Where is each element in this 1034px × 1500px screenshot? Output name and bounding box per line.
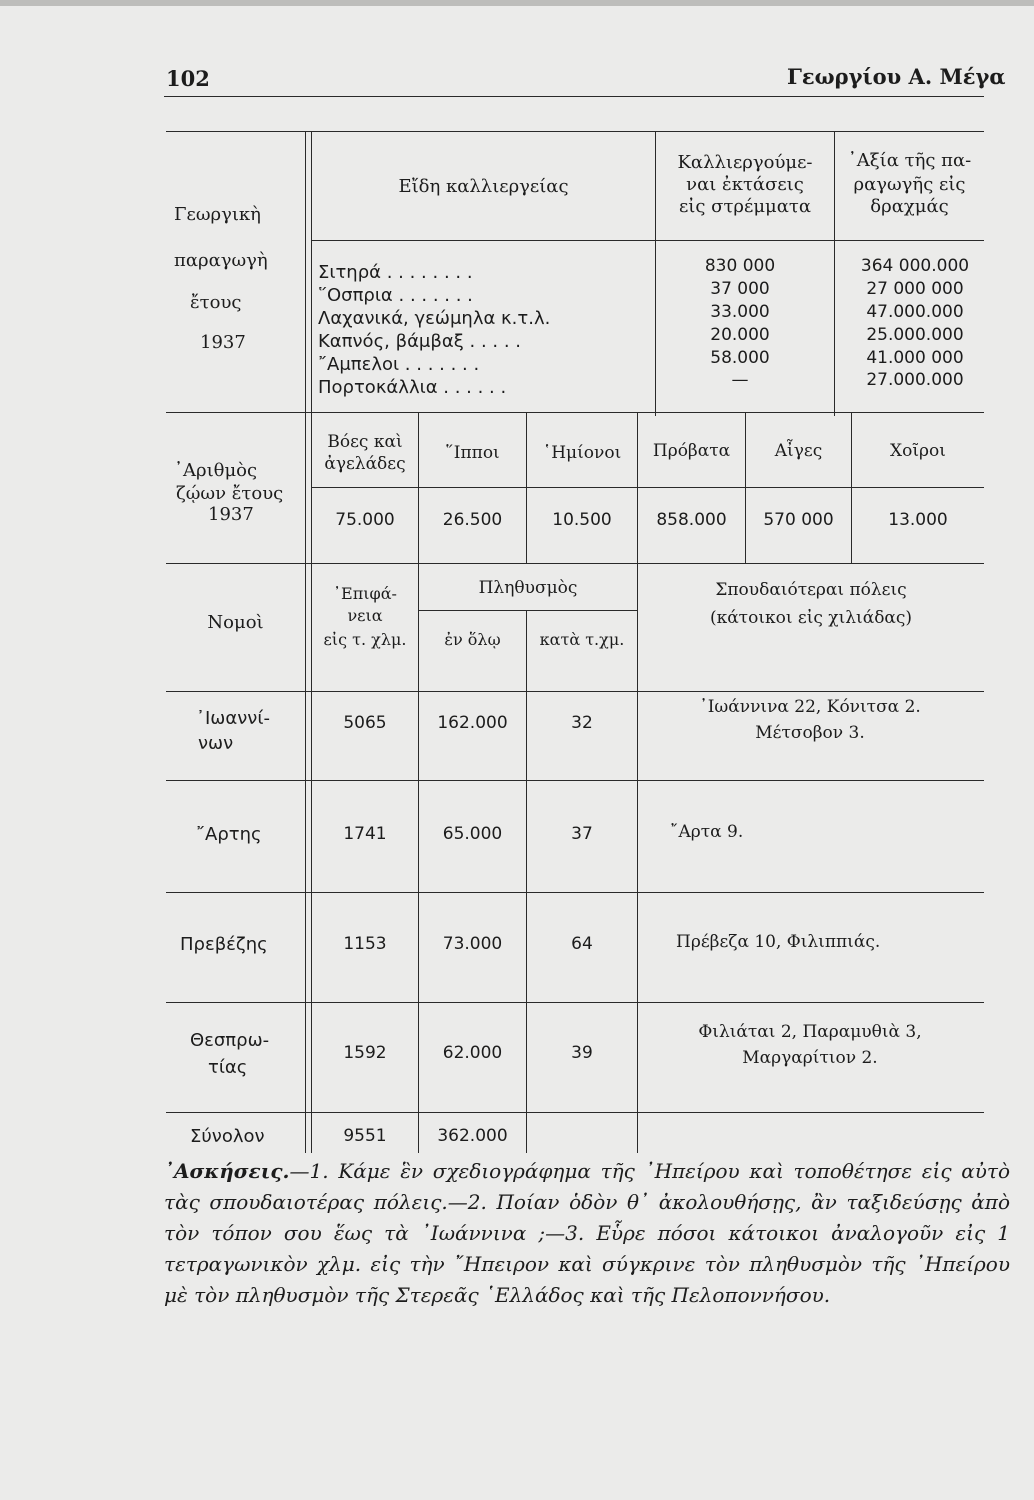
agri-value-3: 47.000.000 [866, 302, 964, 322]
pref-col-nomoi: Νομοὶ [207, 612, 264, 633]
pref-col-cities-2: (κάτοικοι εἰς χιλιάδας) [709, 608, 913, 628]
agri-vline-1b [311, 131, 312, 416]
pref-name-ioannina-1: ᾿Ιωαννί- [196, 708, 270, 729]
pref-total-arta: 65.000 [442, 824, 503, 844]
pref-vline-1 [418, 563, 419, 1153]
pref-row-rule-2 [166, 892, 984, 893]
pref-cities-thesprotia-2: Μαργαρίτιον 2. [742, 1048, 878, 1068]
agri-area-1: 830 000 [704, 256, 776, 276]
livestock-head-mules: ῾Ημίονοι [542, 443, 622, 463]
pref-cities-ioannina-1: ᾿Ιωάννινα 22, Κόνιτσα 2. [699, 697, 921, 717]
agri-col-value-1: ᾿Αξία τῆς πα- [847, 150, 972, 171]
agri-value-6: 27.000.000 [866, 370, 964, 390]
livestock-head-horses: ῞Ιπποι [445, 443, 500, 463]
agri-area-6: — [731, 370, 749, 390]
pref-col-cities-1: Σπουδαιότεραι πόλεις [715, 580, 907, 600]
pref-vline-3 [637, 563, 638, 1153]
pref-total-label: Σύνολον [190, 1126, 265, 1147]
livestock-vline-4 [745, 412, 746, 564]
pref-col-pop-km: κατὰ τ.χμ. [539, 630, 625, 649]
pref-name-thesprotia-2: τίας [208, 1057, 248, 1078]
agri-area-3: 33.000 [710, 302, 770, 322]
livestock-head-sheep: Πρόβατα [652, 441, 731, 461]
agri-col-area-2: ναι ἐκτάσεις [686, 174, 804, 195]
agri-kind-2: ῞Οσπρια . . . . . . . [318, 285, 473, 306]
livestock-vline-3 [637, 412, 638, 564]
livestock-label-1: ᾿Αριθμὸς [174, 460, 258, 481]
pref-name-arta: ῎Αρτης [196, 824, 262, 845]
agri-kind-4: Καπνός, βάμβαξ . . . . . [318, 331, 521, 352]
livestock-val-horses: 26.500 [442, 510, 503, 530]
pref-total-area: 9551 [343, 1126, 387, 1146]
pref-col-area-2: νεια [347, 606, 383, 625]
agri-col-value-2: ραγωγῆς εἰς [853, 174, 966, 195]
livestock-head-cows-2: ἀγελάδες [324, 454, 406, 474]
agri-vline-1 [305, 131, 306, 416]
livestock-top-rule [166, 412, 984, 413]
pref-cities-arta: ῎Αρτα 9. [670, 822, 744, 842]
pref-vline-0b [311, 563, 312, 1153]
livestock-vline-0 [305, 412, 306, 564]
pref-area-preveza: 1153 [343, 934, 387, 954]
agri-kind-5: ῎Αμπελοι . . . . . . . [318, 354, 480, 375]
livestock-val-mules: 10.500 [552, 510, 612, 530]
pref-total-ioannina: 162.000 [437, 713, 508, 733]
agri-kind-3: Λαχανικά, γεώμηλα κ.τ.λ. [318, 308, 551, 329]
agri-value-1: 364 000.000 [860, 256, 970, 276]
page-number: 102 [166, 66, 210, 91]
livestock-label-3: 1937 [208, 504, 254, 525]
agri-col-area-1: Καλλιεργούμε- [677, 152, 813, 173]
pref-name-ioannina-2: νων [198, 733, 234, 754]
pref-area-thesprotia: 1592 [343, 1043, 387, 1063]
scan-edge [0, 0, 1034, 6]
livestock-head-goats: Αἶγες [774, 441, 823, 461]
agri-area-2: 37 000 [710, 279, 770, 299]
pref-row-rule-4 [166, 1112, 984, 1113]
agri-kind-6: Πορτοκάλλια . . . . . . [318, 377, 507, 398]
pref-vline-0 [305, 563, 306, 1153]
agri-area-4: 20.000 [710, 325, 770, 345]
agri-area-5: 58.000 [710, 348, 770, 368]
pref-row-rule-3 [166, 1002, 984, 1003]
livestock-val-cows: 75.000 [335, 510, 395, 530]
agri-value-4: 25.000.000 [866, 325, 964, 345]
exercises-title: ᾿Ασκήσεις. [164, 1159, 290, 1183]
pref-row-rule-1 [166, 780, 984, 781]
agri-top-rule [166, 131, 984, 132]
pref-km-thesprotia: 39 [571, 1043, 593, 1063]
pref-cities-preveza: Πρέβεζα 10, Φιλιππιάς. [676, 932, 881, 952]
livestock-vline-1 [418, 412, 419, 564]
running-head: Γεωργίου Α. Μέγα [787, 64, 1006, 89]
livestock-head-rule [312, 487, 984, 488]
pref-pop-subrule [419, 610, 637, 611]
agri-col-area-3: εἰς στρέμματα [678, 196, 811, 217]
agri-col-kind: Εἴδη καλλιεργείας [398, 176, 569, 197]
livestock-val-goats: 570 000 [763, 510, 834, 530]
livestock-head-pigs: Χοῖροι [890, 441, 946, 461]
pref-km-arta: 37 [571, 824, 593, 844]
pref-area-arta: 1741 [343, 824, 387, 844]
agri-label-line-1: Γεωργικὴ [174, 204, 261, 225]
livestock-vline-5 [851, 412, 852, 564]
pref-km-ioannina: 32 [571, 713, 593, 733]
exercises-text: —1. Κάμε ἓν σχεδιογράφημα τῆς ᾿Ηπείρου καὶ τοποθέτησε εἰς αὐτὸ τὰς σπουδαιοτέρας πόλεις.—2. Ποίαν ὁδὸν θ᾿ ἀκολουθήσῃς, ἂν ταξιδεύσῃς ἀπὸ τὸν τόπον σου ἕως τὰ ᾿Ιωάννινα ;—3. Εὗρε πόσοι κάτοικοι ἀναλογοῦν εἰς 1 τετραγωνικὸν χλμ. εἰς τὴν ῎Ηπειρον καὶ σύγκρινε τὸν πληθυσμὸν τῆς ᾿Ηπείρου μὲ τὸν πληθυσμὸν τῆς Στερεᾶς ῾Ελλάδος καὶ τῆς Πελοποννήσου. [164, 1159, 1010, 1307]
livestock-head-cows-1: Βόες καὶ [327, 432, 403, 452]
agri-label-line-3: ἔτους [190, 292, 242, 313]
pref-total-population: 362.000 [437, 1126, 508, 1146]
pref-head-rule [166, 691, 984, 692]
pref-cities-thesprotia-1: Φιλιάται 2, Παραμυθιὰ 3, [698, 1022, 922, 1042]
pref-area-ioannina: 5065 [343, 713, 387, 733]
pref-total-thesprotia: 62.000 [442, 1043, 503, 1063]
pref-name-preveza: Πρεβέζης [180, 934, 268, 955]
livestock-vline-2 [526, 412, 527, 564]
pref-km-preveza: 64 [571, 934, 593, 954]
exercises-paragraph [164, 1156, 1010, 1311]
agri-kind-1: Σιτηρά . . . . . . . . [318, 262, 473, 283]
agri-label-line-4: 1937 [200, 332, 246, 353]
pref-col-pop-total: ἐν ὅλῳ [444, 630, 501, 649]
livestock-label-2: ζῴων ἔτους [176, 483, 284, 504]
pref-total-preveza: 73.000 [442, 934, 503, 954]
pref-col-area-3: εἰς τ. χλμ. [323, 630, 407, 649]
pref-col-area-1: ᾿Επιφά- [333, 584, 397, 603]
livestock-val-pigs: 13.000 [888, 510, 948, 530]
agri-value-5: 41.000 000 [866, 348, 964, 368]
agri-label-line-2: παραγωγὴ [174, 250, 268, 271]
pref-name-thesprotia-1: Θεσπρω- [190, 1030, 270, 1051]
livestock-val-sheep: 858.000 [656, 510, 727, 530]
header-rule [164, 96, 984, 97]
agri-value-2: 27 000 000 [866, 279, 964, 299]
pref-top-rule [166, 563, 984, 564]
pref-col-pop: Πληθυσμὸς [478, 578, 578, 598]
agri-head-rule [312, 240, 984, 241]
agri-col-value-3: δραχμάς [870, 196, 949, 217]
pref-cities-ioannina-2: Μέτσοβον 3. [755, 723, 865, 743]
